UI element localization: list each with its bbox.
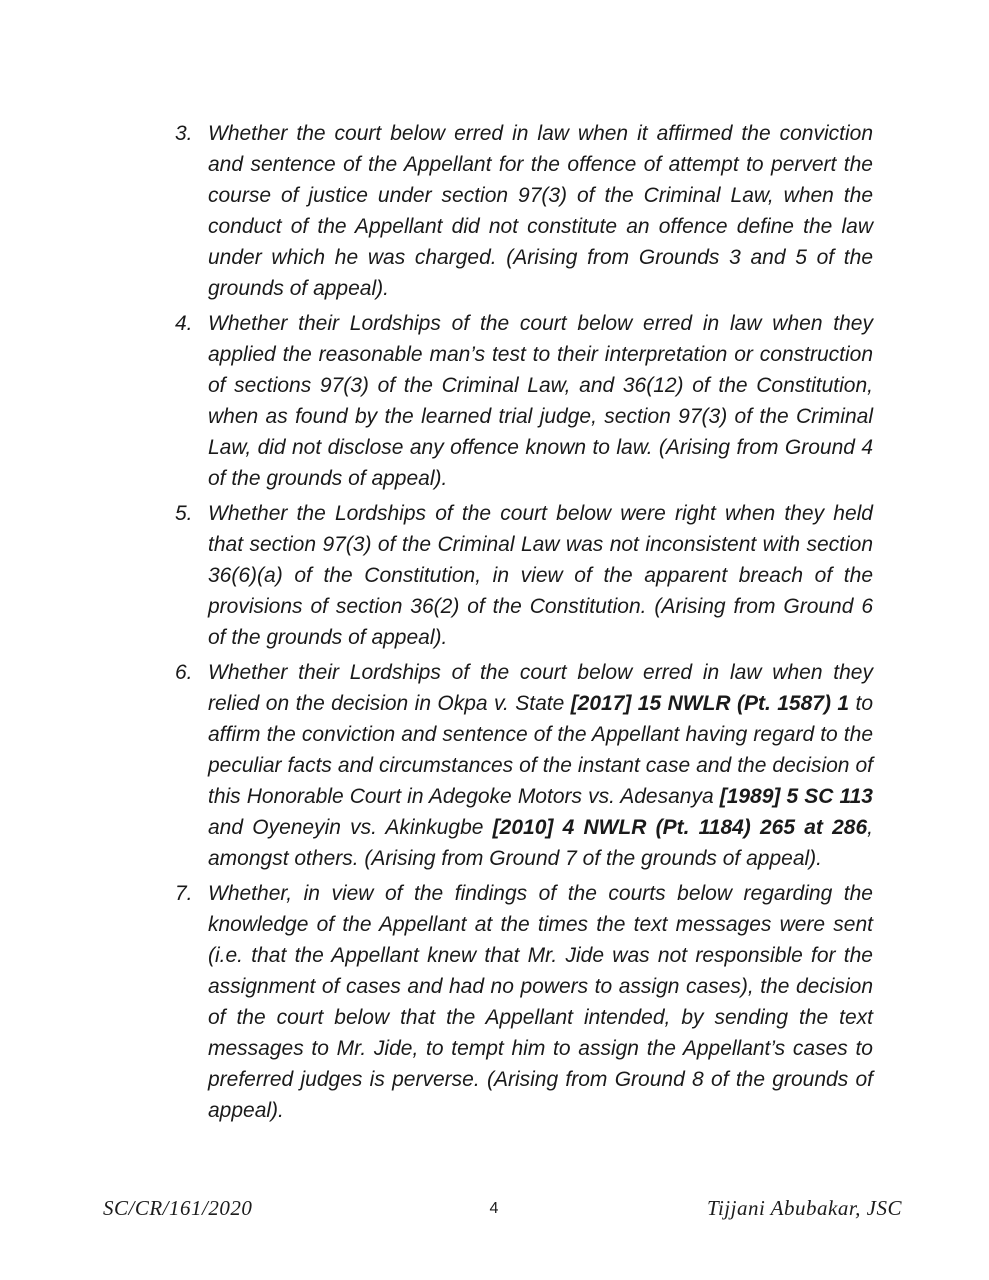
issue-item (175, 878, 873, 1126)
issue-body (208, 878, 873, 1126)
issue-text-segment: Whether the court below erred in law when it affirmed the conviction and sentence of the Appellant for the offence of attempt to pervert the course of justice under section 97(3) of the Criminal Law, when the conduct of the Appellant did not constitute an offence define the law under which he was charged. (Arising from Grounds 3 and 5 of the grounds of appeal). (208, 122, 873, 300)
issue-text-segment: and Oyeneyin vs. Akinkugbe (208, 816, 493, 839)
citation-bold-text: [2010] 4 NWLR (Pt. 1184) 265 at 286 (492, 816, 868, 839)
issue-number: 5. (175, 502, 193, 525)
citation-bold-text: [2017] 15 NWLR (Pt. 1587) 1 (570, 692, 850, 715)
issue-item (175, 118, 873, 304)
citation-bold-text: [1989] 5 SC 113 (719, 785, 873, 808)
issue-text-segment: to affirm the conviction and sentence of the Appellant having regard to the peculiar facts and circumstances of the instant case and the decision of this Honorable Court in Adegoke Motors vs. Adesanya (208, 692, 873, 808)
issue-item (175, 498, 873, 653)
case-number: SC/CR/161/2020 (103, 1196, 253, 1220)
page-number: 4 (489, 1200, 499, 1217)
issue-number: 7. (175, 882, 193, 905)
judge-name: Tijjani Abubakar, JSC (706, 1196, 902, 1220)
issue-body (208, 308, 873, 494)
issue-text-segment: , amongst others. (Arising from Ground 7 of the grounds of appeal). (208, 816, 873, 870)
issue-body (208, 118, 873, 304)
issue-text-segment: Whether, in view of the findings of the courts below regarding the knowledge of the Appellant at the times the text messages were sent (i.e. that the Appellant knew that Mr. Jide was not responsible for the assignment of cases and had no powers to assign cases), the decision of the court below that the Appellant intended, by sending the text messages to Mr. Jide, to tempt him to assign the Appellant’s cases to preferred judges is perverse. (Arising from Ground 8 of the grounds of appeal). (208, 882, 873, 1122)
issue-body (208, 498, 873, 653)
issues-list (175, 118, 873, 1130)
issue-item (175, 308, 873, 494)
issue-number: 3. (175, 122, 193, 145)
issue-number: 4. (175, 312, 193, 335)
issue-item (175, 657, 873, 874)
issue-body (208, 657, 873, 874)
issue-text-segment: Whether their Lordships of the court below erred in law when they applied the reasonable man’s test to their interpretation or construction of sections 97(3) of the Criminal Law, and 36(12) of the Constitution, when as found by the learned trial judge, section 97(3) of the Criminal Law, did not disclose any offence known to law. (Arising from Ground 4 of the grounds of appeal). (208, 312, 873, 490)
issue-text-segment: Whether the Lordships of the court below were right when they held that section 97(3) of the Criminal Law was not inconsistent with section 36(6)(a) of the Constitution, in view of the apparent breach of the provisions of section 36(2) of the Constitution. (Arising from Ground 6 of the grounds of appeal). (208, 502, 873, 649)
issue-text-segment: Whether their Lordships of the court below erred in law when they relied on the decision in Okpa v. State (208, 661, 873, 715)
issue-number: 6. (175, 661, 193, 684)
